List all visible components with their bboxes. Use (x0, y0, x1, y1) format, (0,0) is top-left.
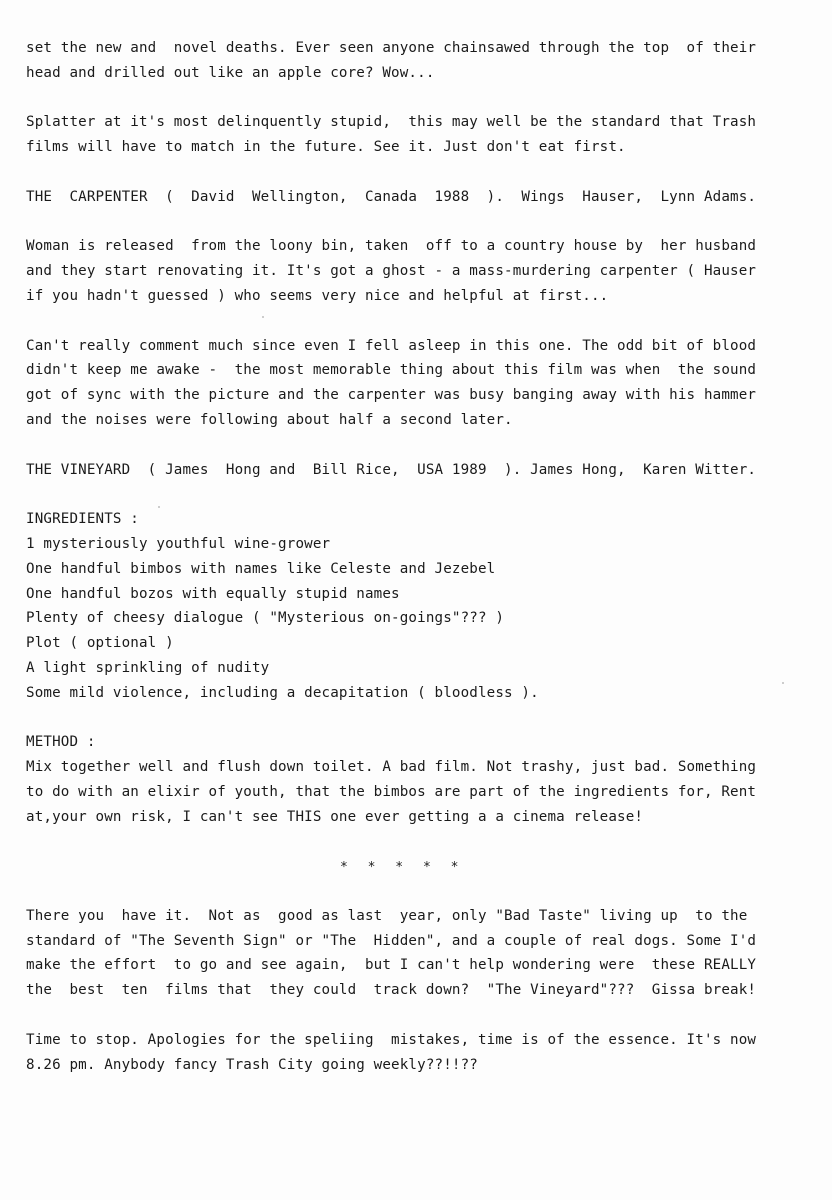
text-line: and they start renovating it. It's got a ghost - a mass-murdering carpenter ( Hauser (26, 263, 757, 280)
text-line: if you hadn't guessed ) who seems very nice and helpful at first... (26, 287, 609, 304)
text-line: films will have to match in the future. See it. Just don't eat first. (26, 139, 626, 156)
text-line: Mix together well and flush down toilet. A bad film. Not trashy, just bad. Something (26, 759, 757, 776)
text-line: There you have it. Not as good as last year, only "Bad Taste" living up to the (26, 907, 748, 924)
ingredient-item: 1 mysteriously youthful wine-grower (26, 535, 331, 552)
text-line: Time to stop. Apologies for the speliing mistakes, time is of the essence. It's now (26, 1031, 757, 1048)
text-line: and the noises were following about half a second later. (26, 411, 513, 428)
text-line: Woman is released from the loony bin, taken off to a country house by her husband (26, 238, 757, 255)
text-line: Can't really comment much since even I fell asleep in this one. The odd bit of blood (26, 337, 757, 354)
text-line: head and drilled out like an apple core? Wow... (26, 64, 435, 81)
ingredient-item: One handful bimbos with names like Celeste and Jezebel (26, 560, 496, 577)
scan-speck (158, 506, 160, 508)
text-line: the best ten films that they could track down? "The Vineyard"??? Gissa break! (26, 982, 757, 999)
ingredient-item: Some mild violence, including a decapitation ( bloodless ). (26, 684, 539, 701)
text-line: set the new and novel deaths. Ever seen anyone chainsawed through the top of their (26, 40, 757, 56)
ingredient-item: A light sprinkling of nudity (26, 659, 270, 676)
section-separator: * * * * * (340, 860, 465, 875)
method-label: METHOD : (26, 734, 96, 751)
text-line: make the effort to go and see again, but I can't help wondering were these REALLY (26, 957, 757, 974)
ingredients-label: INGREDIENTS : (26, 511, 139, 528)
vineyard-heading: THE VINEYARD ( James Hong and Bill Rice, USA 1989 ). James Hong, Karen Witter. (26, 461, 757, 478)
text-line: to do with an elixir of youth, that the bimbos are part of the ingredients for, Rent (26, 783, 757, 800)
ingredient-item: Plenty of cheesy dialogue ( "Mysterious on-goings"??? ) (26, 610, 505, 627)
ingredient-item: One handful bozos with equally stupid names (26, 585, 400, 602)
scan-speck (262, 316, 264, 318)
document-body (26, 36, 786, 1077)
text-line: didn't keep me awake - the most memorable thing about this film was when the sound (26, 362, 757, 379)
text-line: Splatter at it's most delinquently stupid, this may well be the standard that Trash (26, 114, 757, 131)
scan-speck (782, 682, 784, 684)
carpenter-heading: THE CARPENTER ( David Wellington, Canada 1988 ). Wings Hauser, Lynn Adams. (26, 188, 757, 205)
text-line: standard of "The Seventh Sign" or "The Hidden", and a couple of real dogs. Some I'd (26, 932, 757, 949)
text-line: at,your own risk, I can't see THIS one ever getting a a cinema release! (26, 808, 644, 825)
text-line: got of sync with the picture and the carpenter was busy banging away with his hammer (26, 387, 757, 404)
text-line: 8.26 pm. Anybody fancy Trash City going weekly??!!?? (26, 1056, 478, 1073)
ingredient-item: Plot ( optional ) (26, 635, 174, 652)
